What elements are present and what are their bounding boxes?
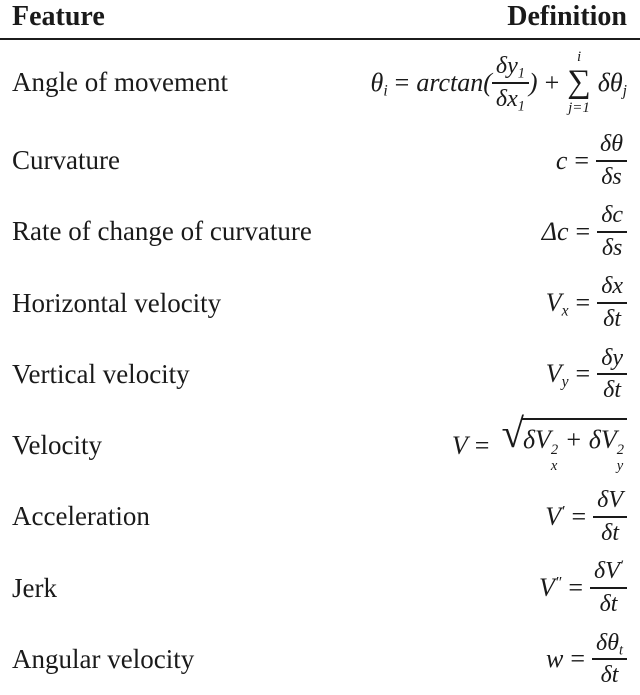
column-header-definition: Definition (507, 1, 627, 32)
fraction (597, 273, 627, 333)
equals-sign: = (575, 216, 591, 246)
radicand: δV 2 x + δV 2 y (522, 418, 627, 475)
equals-sign: = (394, 67, 410, 97)
fraction (592, 630, 627, 690)
math-lhs: $V_x$ (545, 288, 569, 320)
math-lhs: Δc (541, 216, 569, 246)
fraction-denominator: δt (603, 306, 621, 333)
fraction-numerator: δV′ (590, 558, 627, 589)
fraction-denominator: δt (601, 519, 619, 546)
plus-sign: + (544, 67, 560, 97)
feature-label: Jerk (12, 572, 57, 603)
fraction (593, 487, 627, 547)
fraction-numerator: δc (597, 202, 627, 233)
summation-term: $\delta\theta_j$ (597, 67, 627, 100)
formula-velocity (451, 409, 627, 475)
column-header-feature: Feature (12, 1, 105, 32)
summation-upper-limit: i (576, 48, 582, 65)
fraction-numerator: δx (597, 273, 627, 304)
formula-vertical-velocity (546, 345, 627, 405)
fraction-denominator: $\delta x_1$ (495, 85, 525, 114)
table-body (0, 40, 640, 695)
fraction-denominator: δt (603, 377, 621, 404)
table-row (0, 481, 640, 552)
formula-jerk (539, 558, 627, 618)
fraction-denominator: δs (601, 234, 623, 261)
table-header-row (0, 0, 640, 40)
formula-angle-of-movement (371, 50, 627, 116)
math-lhs: w (546, 644, 564, 674)
fraction-denominator: δt (600, 662, 619, 689)
equals-sign: = (570, 644, 586, 674)
math-lhs: V (451, 430, 468, 460)
table-row (0, 624, 640, 695)
feature-label: Angular velocity (12, 643, 195, 674)
summation-sign: ∑ (567, 63, 591, 100)
radical-sign: √ (501, 409, 524, 456)
formula-angular-velocity (546, 630, 627, 690)
fraction-denominator: δs (601, 163, 622, 190)
math-function: arctan( (416, 67, 492, 97)
math-lhs: $\theta_i$ (370, 67, 388, 100)
table-row (0, 410, 640, 481)
close-paren: ) (528, 67, 538, 97)
table-row (0, 125, 640, 196)
fraction (596, 131, 627, 191)
equals-sign: = (474, 430, 490, 460)
table-row (0, 553, 640, 624)
fraction (597, 345, 627, 405)
formula-acceleration (545, 487, 627, 547)
math-lhs: V″ (538, 573, 562, 603)
table-row (0, 196, 640, 267)
equals-sign: = (568, 573, 584, 603)
equals-sign: = (574, 145, 590, 175)
formula-horizontal-velocity (546, 273, 627, 333)
feature-label: Horizontal velocity (12, 287, 222, 318)
feature-label: Vertical velocity (12, 358, 190, 389)
formula-curvature (556, 131, 627, 191)
fraction-numerator: δθ (596, 131, 627, 162)
formula-rate-of-change-of-curvature (542, 202, 627, 262)
square-root (501, 409, 627, 475)
equals-sign: = (575, 288, 591, 318)
summation-lower-limit: j=1 (568, 99, 590, 116)
fraction (597, 202, 627, 262)
fraction-numerator: δV (593, 487, 627, 518)
feature-label: Curvature (12, 145, 120, 176)
feature-label: Rate of change of curvature (12, 216, 312, 247)
fraction-numerator: $\delta y_1$ (492, 53, 529, 84)
math-lhs: V′ (545, 501, 565, 531)
fraction (590, 558, 627, 618)
table-row (0, 40, 640, 125)
math-lhs: c (555, 145, 568, 175)
table-row (0, 268, 640, 339)
table-row (0, 339, 640, 410)
equals-sign: = (571, 501, 587, 531)
fraction-numerator: δy (597, 345, 627, 376)
math-lhs: $V_y$ (545, 359, 569, 392)
feature-label: Angle of movement (12, 67, 228, 97)
equals-sign: = (575, 359, 591, 389)
fraction-denominator: δt (599, 591, 618, 618)
feature-label: Acceleration (12, 501, 150, 532)
summation (567, 50, 591, 116)
fraction-numerator: $\delta\theta_t$ (592, 630, 627, 661)
fraction (492, 53, 529, 113)
feature-label: Velocity (12, 430, 102, 461)
